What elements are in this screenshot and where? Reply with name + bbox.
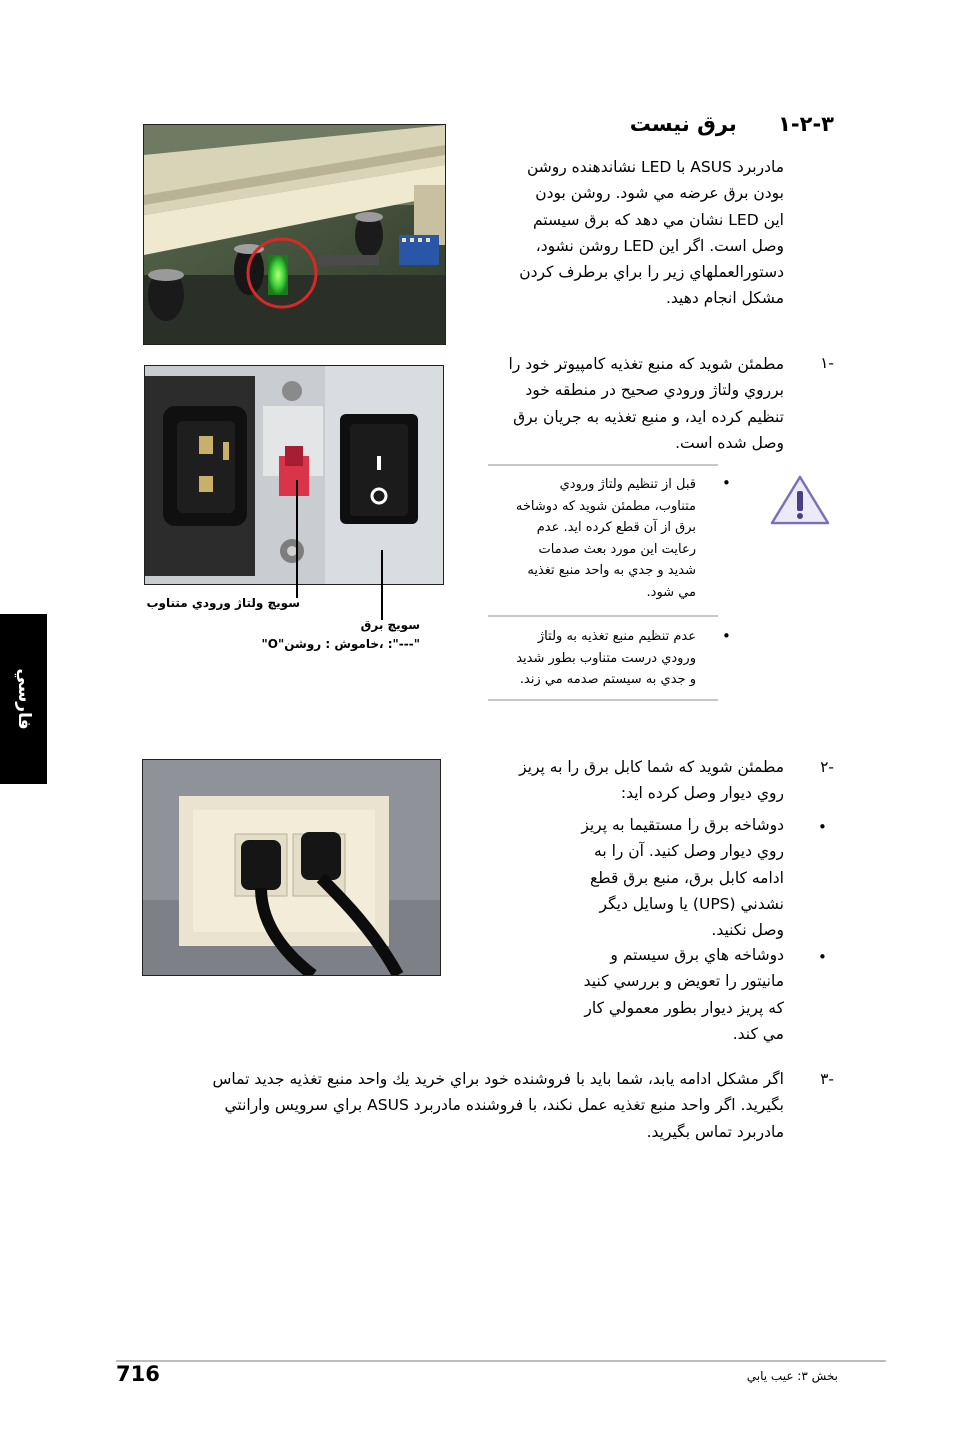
language-tab-label: فارسي [13, 668, 34, 730]
power-switch-caption: سويچ برق "O"خاموش : روشن، :"---" [261, 618, 420, 651]
wall-outlet-photo [142, 759, 441, 976]
section-title: برق نيست [629, 112, 737, 136]
note-1-bullet: • [722, 474, 731, 492]
chapter-label: بخش ۳: عيب يابي [746, 1369, 838, 1383]
section-number: ۱-۲-۳ [778, 112, 834, 136]
note-2-text: عدم تنظيم منبع تغذيه به ولتاژ ورودي درست متناوب بطور شديد و جدي به سيستم صدمه مي زند. [516, 629, 696, 688]
step-2-bullet-2: • [818, 948, 827, 966]
voltage-switch-pointer [296, 480, 298, 598]
note-1-text: قبل از تنظيم ولتاژ ورودي متناوب، مطمئن شويد كه دوشاخه برق از آن قطع كرده ايد. عدم رعايت اين مورد بعث صدمات شديد و جدي به واحد منبع تغذيه مي شود. [515, 477, 696, 600]
step-2-number: ۲- [820, 758, 834, 776]
step-2-text: مطمئن شويد كه شما كابل برق را به پريز روي ديوار وصل كرده ايد: [519, 758, 784, 803]
step-1-number: ۱- [820, 354, 834, 372]
power-supply-photo [144, 365, 444, 585]
page-number: 716 [116, 1362, 160, 1386]
step-3-number: ۳- [820, 1070, 834, 1088]
note-top-rule [488, 464, 718, 466]
intro-paragraph: مادربرد ASUS با LED نشاندهنده روشن بودن برق عرضه مي شود. روشن بودن اين LED نشان مي دهد كه برق سيستم وصل است. اگر اين LED روشن نشود، دستورالعملهاي زير را براي برطرف كردن مشكل انجام دهيد. [519, 158, 784, 308]
note-2-bullet: • [722, 627, 731, 645]
note-middle-rule [488, 615, 718, 617]
footer-rule [116, 1360, 886, 1362]
step-1-text: مطمئن شويد كه منبع تغذيه كامپيوتر خود را برروي ولتاژ ورودي صحيح در منطقه خود تنظيم كرده ايد، و منبع تغذيه به جريان برق وصل شده است. [508, 355, 784, 452]
power-switch-pointer [381, 550, 383, 620]
motherboard-led-photo [143, 124, 446, 345]
step-2-item-1: دوشاخه برق را مستقيما به پريز روي ديوار وصل كنيد. آن را به ادامه كابل برق، منبع برق قطع نشدني (UPS) يا وسايل ديگر وصل نكنيد. [581, 816, 784, 940]
note-bottom-rule [488, 699, 718, 701]
step-2-bullet-1: • [818, 818, 827, 836]
step-2-item-2: دوشاخه هاي برق سيستم و مانيتور را تعويض و بررسي كنيد كه پريز ديوار بطور معمولي كار مي كند. [583, 946, 784, 1043]
section-heading [630, 112, 834, 136]
voltage-switch-caption: سويچ ولتاژ ورودي متناوب [146, 596, 300, 610]
step-3-text: اگر مشكل ادامه يابد، شما بايد با فروشنده خود براي خريد يك واحد منبع تغذيه جديد تماس بگيريد. اگر واحد منبع تغذيه عمل نكند، با فروشنده مادربرد ASUS براي سرويس وارانتي مادربرد تماس بگيريد. [212, 1070, 784, 1141]
language-side-tab [0, 614, 47, 784]
warning-icon [770, 474, 830, 526]
